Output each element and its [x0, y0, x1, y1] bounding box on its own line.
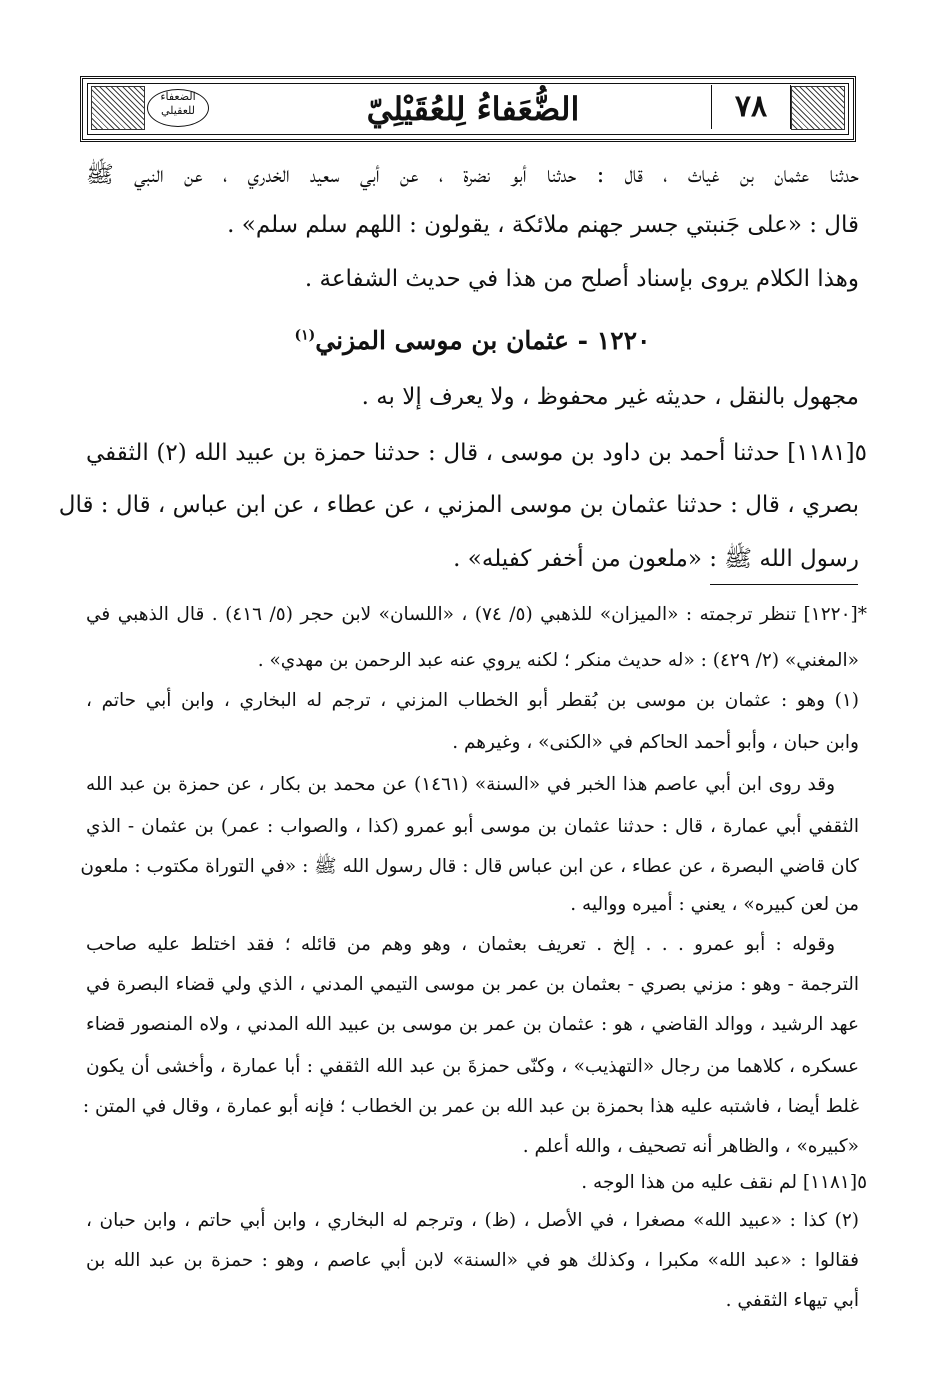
entry-heading-ref: (١)	[294, 327, 316, 344]
hadith-line-2: بصري ، قال : حدثنا عثمان بن موسى المزني ، عن عطاء ، عن ابن عباس ، قال : قال	[58, 492, 859, 518]
footnote-line: «كبيره» ، والظاهر أنه تصحيف ، والله أعلم .	[522, 1136, 859, 1157]
hadith-line-3: رسول الله ﷺ : «ملعون من أخفر كفيله» .	[453, 546, 859, 572]
hadith-line-1: ٥[١١٨١] حدثنا أحمد بن داود بن موسى ، قال : حدثنا حمزة بن عبيد الله (٢) الثقفي	[86, 440, 867, 466]
footnote-line: عسكره ، كلاهما من رجال «التهذيب» ، وكنّى حمزةَ بن عبد الله الثقفي : أبا عمارة ، وأخشى أن يكون	[86, 1056, 860, 1077]
page-header	[80, 76, 856, 142]
page-number: ٧٨	[711, 85, 791, 129]
main-line-3: وهذا الكلام يروى بإسناد أصلح من هذا في حديث الشفاعة .	[304, 266, 859, 292]
entry-heading-text: ١٢٢٠ - عثمان بن موسى المزني	[315, 326, 651, 355]
footnote-line: الترجمة - وهو : مزني بصري - بعثمان بن عمر بن موسى التيمي المدني ، الذي ولي قضاء البصرة في	[86, 974, 859, 995]
footnote-line: غلط أيضا ، فاشتبه عليه هذا بحمزة بن عبد الله بن عمر بن الخطاب ؛ فإنه أبو عمارة ، وقال في المتن :	[82, 1096, 859, 1117]
footnote-line: «المغني» (٢/ ٤٢٩) : «له حديث منكر ؛ لكنه يروي عنه عبد الرحمن بن مهدي» .	[257, 650, 859, 671]
footnote-line: كان قاضي البصرة ، عن عطاء ، عن ابن عباس قال : قال رسول الله ﷺ : «في التوراة مكتوب : ملعون	[80, 856, 859, 877]
footnote-line: أبي تيهاء الثقفي .	[725, 1290, 859, 1311]
footnote-line: ٥[١١٨١] لم نقف عليه من هذا الوجه .	[581, 1172, 867, 1193]
ornament-left-icon	[91, 86, 145, 130]
footnote-line: عهد الرشيد ، ووالد القاضي ، هو : عثمان بن عمر بن موسى بن عبيد الله المدني ، ولاه المنصور قضاء	[86, 1014, 859, 1035]
main-line-2: قال : «على جَنبتي جسر جهنم ملائكة ، يقولون : اللهم سلم سلم» .	[227, 212, 859, 238]
book-title: الضُّعَفاءُ لِلعُقَيْلِيّ	[366, 90, 580, 128]
entry-heading	[86, 326, 859, 355]
footnote-line: وابن حبان ، وأبو أحمد الحاكم في «الكنى» ، وغيرهم .	[452, 732, 859, 753]
footnote-line: من لعن كبيره» ، يعني : أميره وواليه .	[570, 894, 859, 915]
footnote-line: وقد روى ابن أبي عاصم هذا الخبر في «السنة» (١٤٦١) عن محمد بن بكار ، عن حمزة بن عبد الله	[86, 774, 835, 795]
footnote-line: وقوله : أبو عمرو . . . إلخ . تعريف بعثمان ، وهو وهم من قائله ؛ فقد اختلط عليه صاحب	[86, 934, 835, 955]
footnote-line: *[١٢٢٠] تنظر ترجمته : «الميزان» للذهبي (٥/ ٧٤) ، «اللسان» لابن حجر (٥/ ٤١٦) . قال الذهبي في	[86, 604, 867, 625]
footnote-line: فقالوا : «عبد الله» مكبرا ، وكذلك هو في «السنة» لابن أبي عاصم ، وهو : حمزة بن عبد الله بن	[86, 1250, 859, 1271]
footnote-separator	[710, 584, 858, 585]
footnote-line: (٢) كذا : «عبيد الله» مصغرا ، في الأصل ، (ظ) ، وترجم له البخاري ، وابن أبي حاتم ، وابن حبان ،	[86, 1210, 859, 1231]
main-line-1: حدثنا عثمان بن غياث ، قال : حدثنا أبو نضرة ، عن أبي سعيد الخدري ، عن النبي ﷺ	[86, 162, 859, 188]
ornament-label: الضعفاء للعقيلي	[147, 89, 209, 127]
entry-description: مجهول بالنقل ، حديثه غير محفوظ ، ولا يعرف إلا به .	[361, 384, 859, 410]
footnote-line: الثقفي أبي عمارة ، قال : حدثنا عثمان بن موسى أبو عمرو (كذا ، والصواب : عمر) بن عثمان - الذي	[86, 816, 859, 837]
footnote-line: (١) وهو : عثمان بن موسى بن بُقطر أبو الخطاب المزني ، ترجم له البخاري ، وابن أبي حاتم ،	[86, 690, 859, 711]
ornament-right-icon	[791, 86, 845, 130]
